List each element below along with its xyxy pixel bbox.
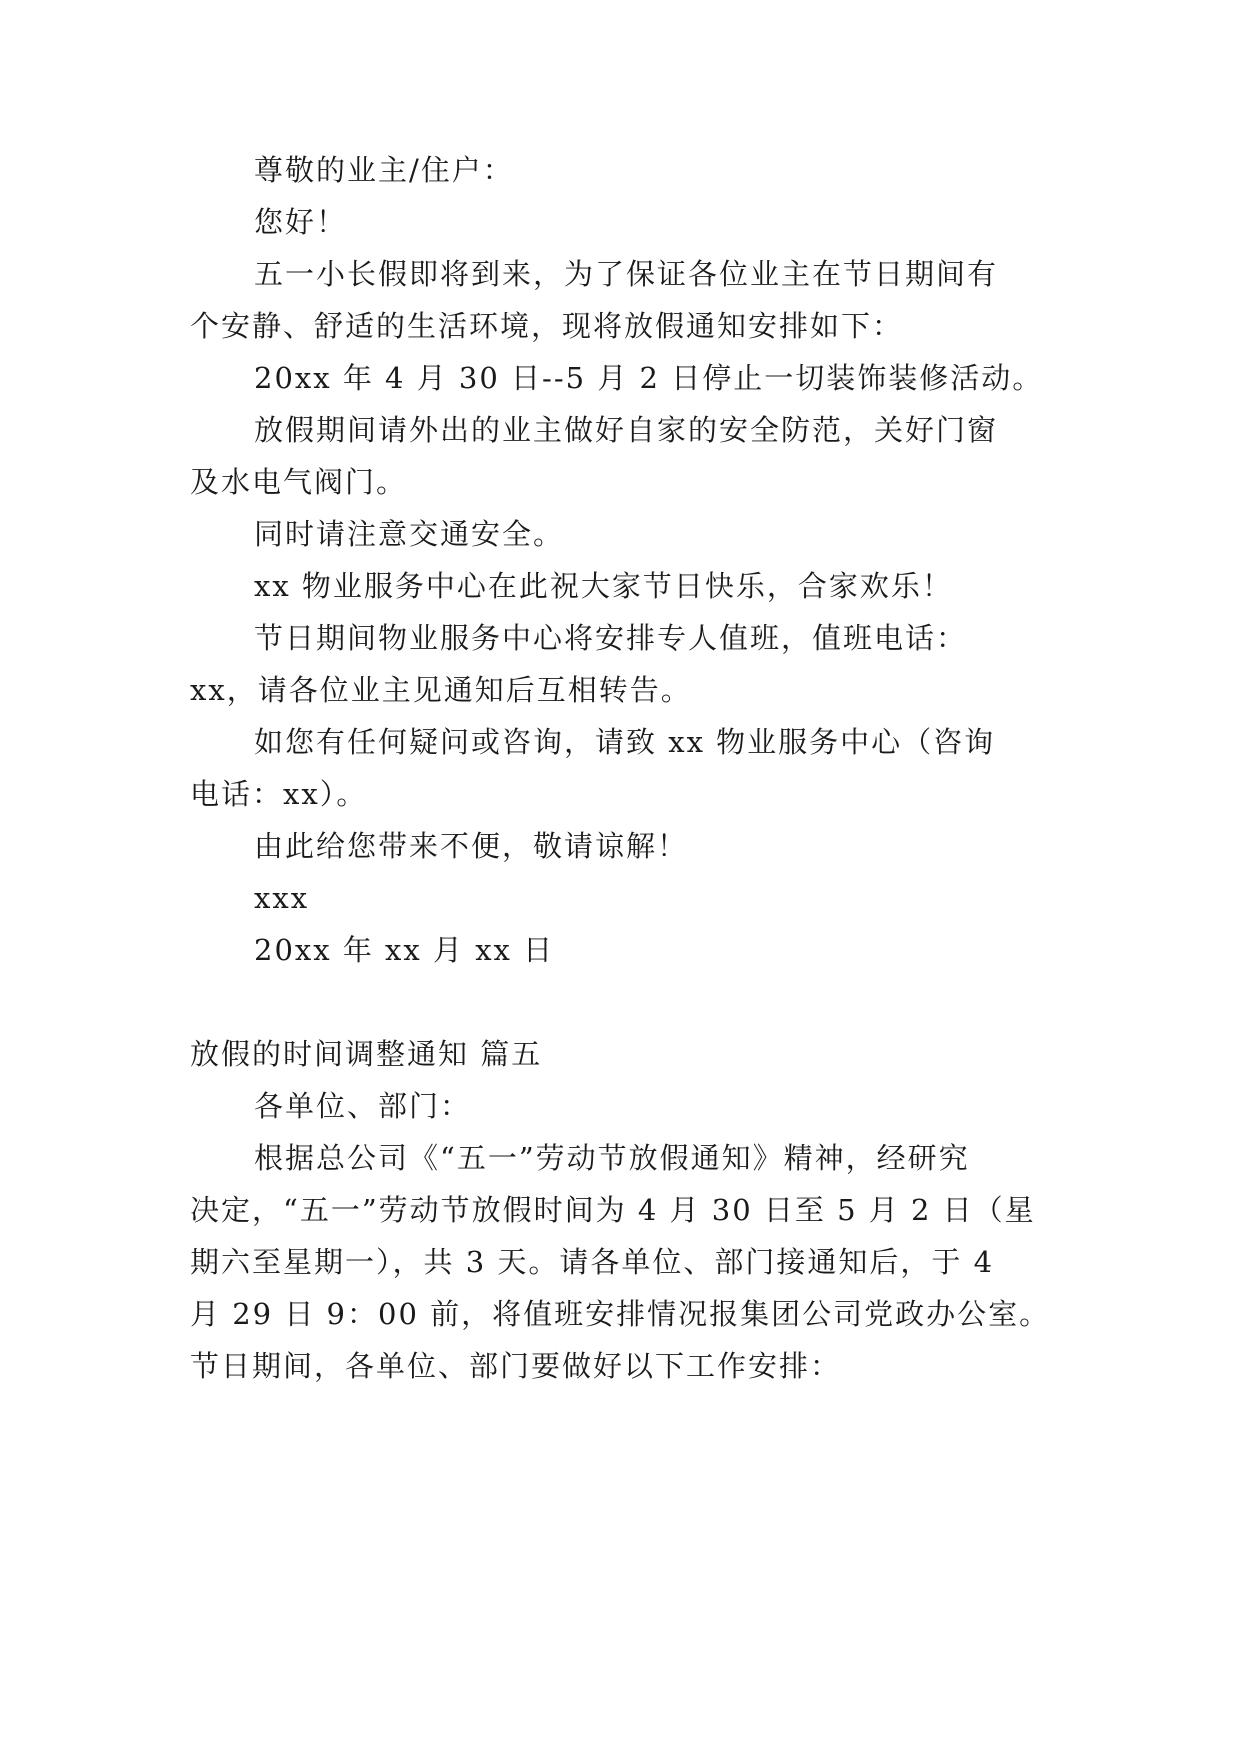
- greeting: 尊敬的业主/住户：: [254, 153, 514, 187]
- paragraph-line: xx，请各位业主见通知后互相转告。: [190, 673, 692, 707]
- paragraph-line: 如您有任何疑问或咨询，请致 xx 物业服务中心（咨询: [254, 725, 996, 759]
- paragraph-line: 节日期间，各单位、部门要做好以下工作安排：: [190, 1349, 842, 1383]
- paragraph-line: 节日期间物业服务中心将安排专人值班，值班电话：: [254, 621, 968, 655]
- hello: 您好！: [254, 205, 348, 239]
- paragraph-line: 电话：xx）。: [190, 777, 368, 811]
- signature: xxx: [254, 881, 310, 915]
- paragraph-line: xx 物业服务中心在此祝大家节日快乐，合家欢乐！: [254, 569, 953, 603]
- paragraph-line: 放假期间请外出的业主做好自家的安全防范，关好门窗: [254, 413, 999, 447]
- paragraph-line: 及水电气阀门。: [190, 465, 408, 499]
- paragraph-line: 同时请注意交通安全。: [254, 517, 565, 551]
- addressee: 各单位、部门：: [254, 1089, 472, 1123]
- paragraph-line: 期六至星期一），共 3 天。请各单位、部门接通知后，于 4: [190, 1245, 995, 1279]
- section-title: 放假的时间调整通知 篇五: [190, 1037, 543, 1071]
- paragraph-line: 五一小长假即将到来，为了保证各位业主在节日期间有: [254, 257, 999, 291]
- paragraph-line: 决定，“五一”劳动节放假时间为 4 月 30 日至 5 月 2 日（星: [190, 1193, 1036, 1227]
- paragraph-line: 根据总公司《“五一”劳动节放假通知》精神，经研究: [254, 1141, 970, 1175]
- paragraph-line: 20xx 年 4 月 30 日--5 月 2 日停止一切装饰装修活动。: [254, 361, 1044, 395]
- paragraph-line: 由此给您带来不便，敬请谅解！: [254, 829, 689, 863]
- paragraph-line: 月 29 日 9：00 前，将值班安排情况报集团公司党政办公室。: [190, 1297, 1051, 1331]
- date: 20xx 年 xx 月 xx 日: [254, 933, 555, 967]
- paragraph-line: 个安静、舒适的生活环境，现将放假通知安排如下：: [190, 309, 904, 343]
